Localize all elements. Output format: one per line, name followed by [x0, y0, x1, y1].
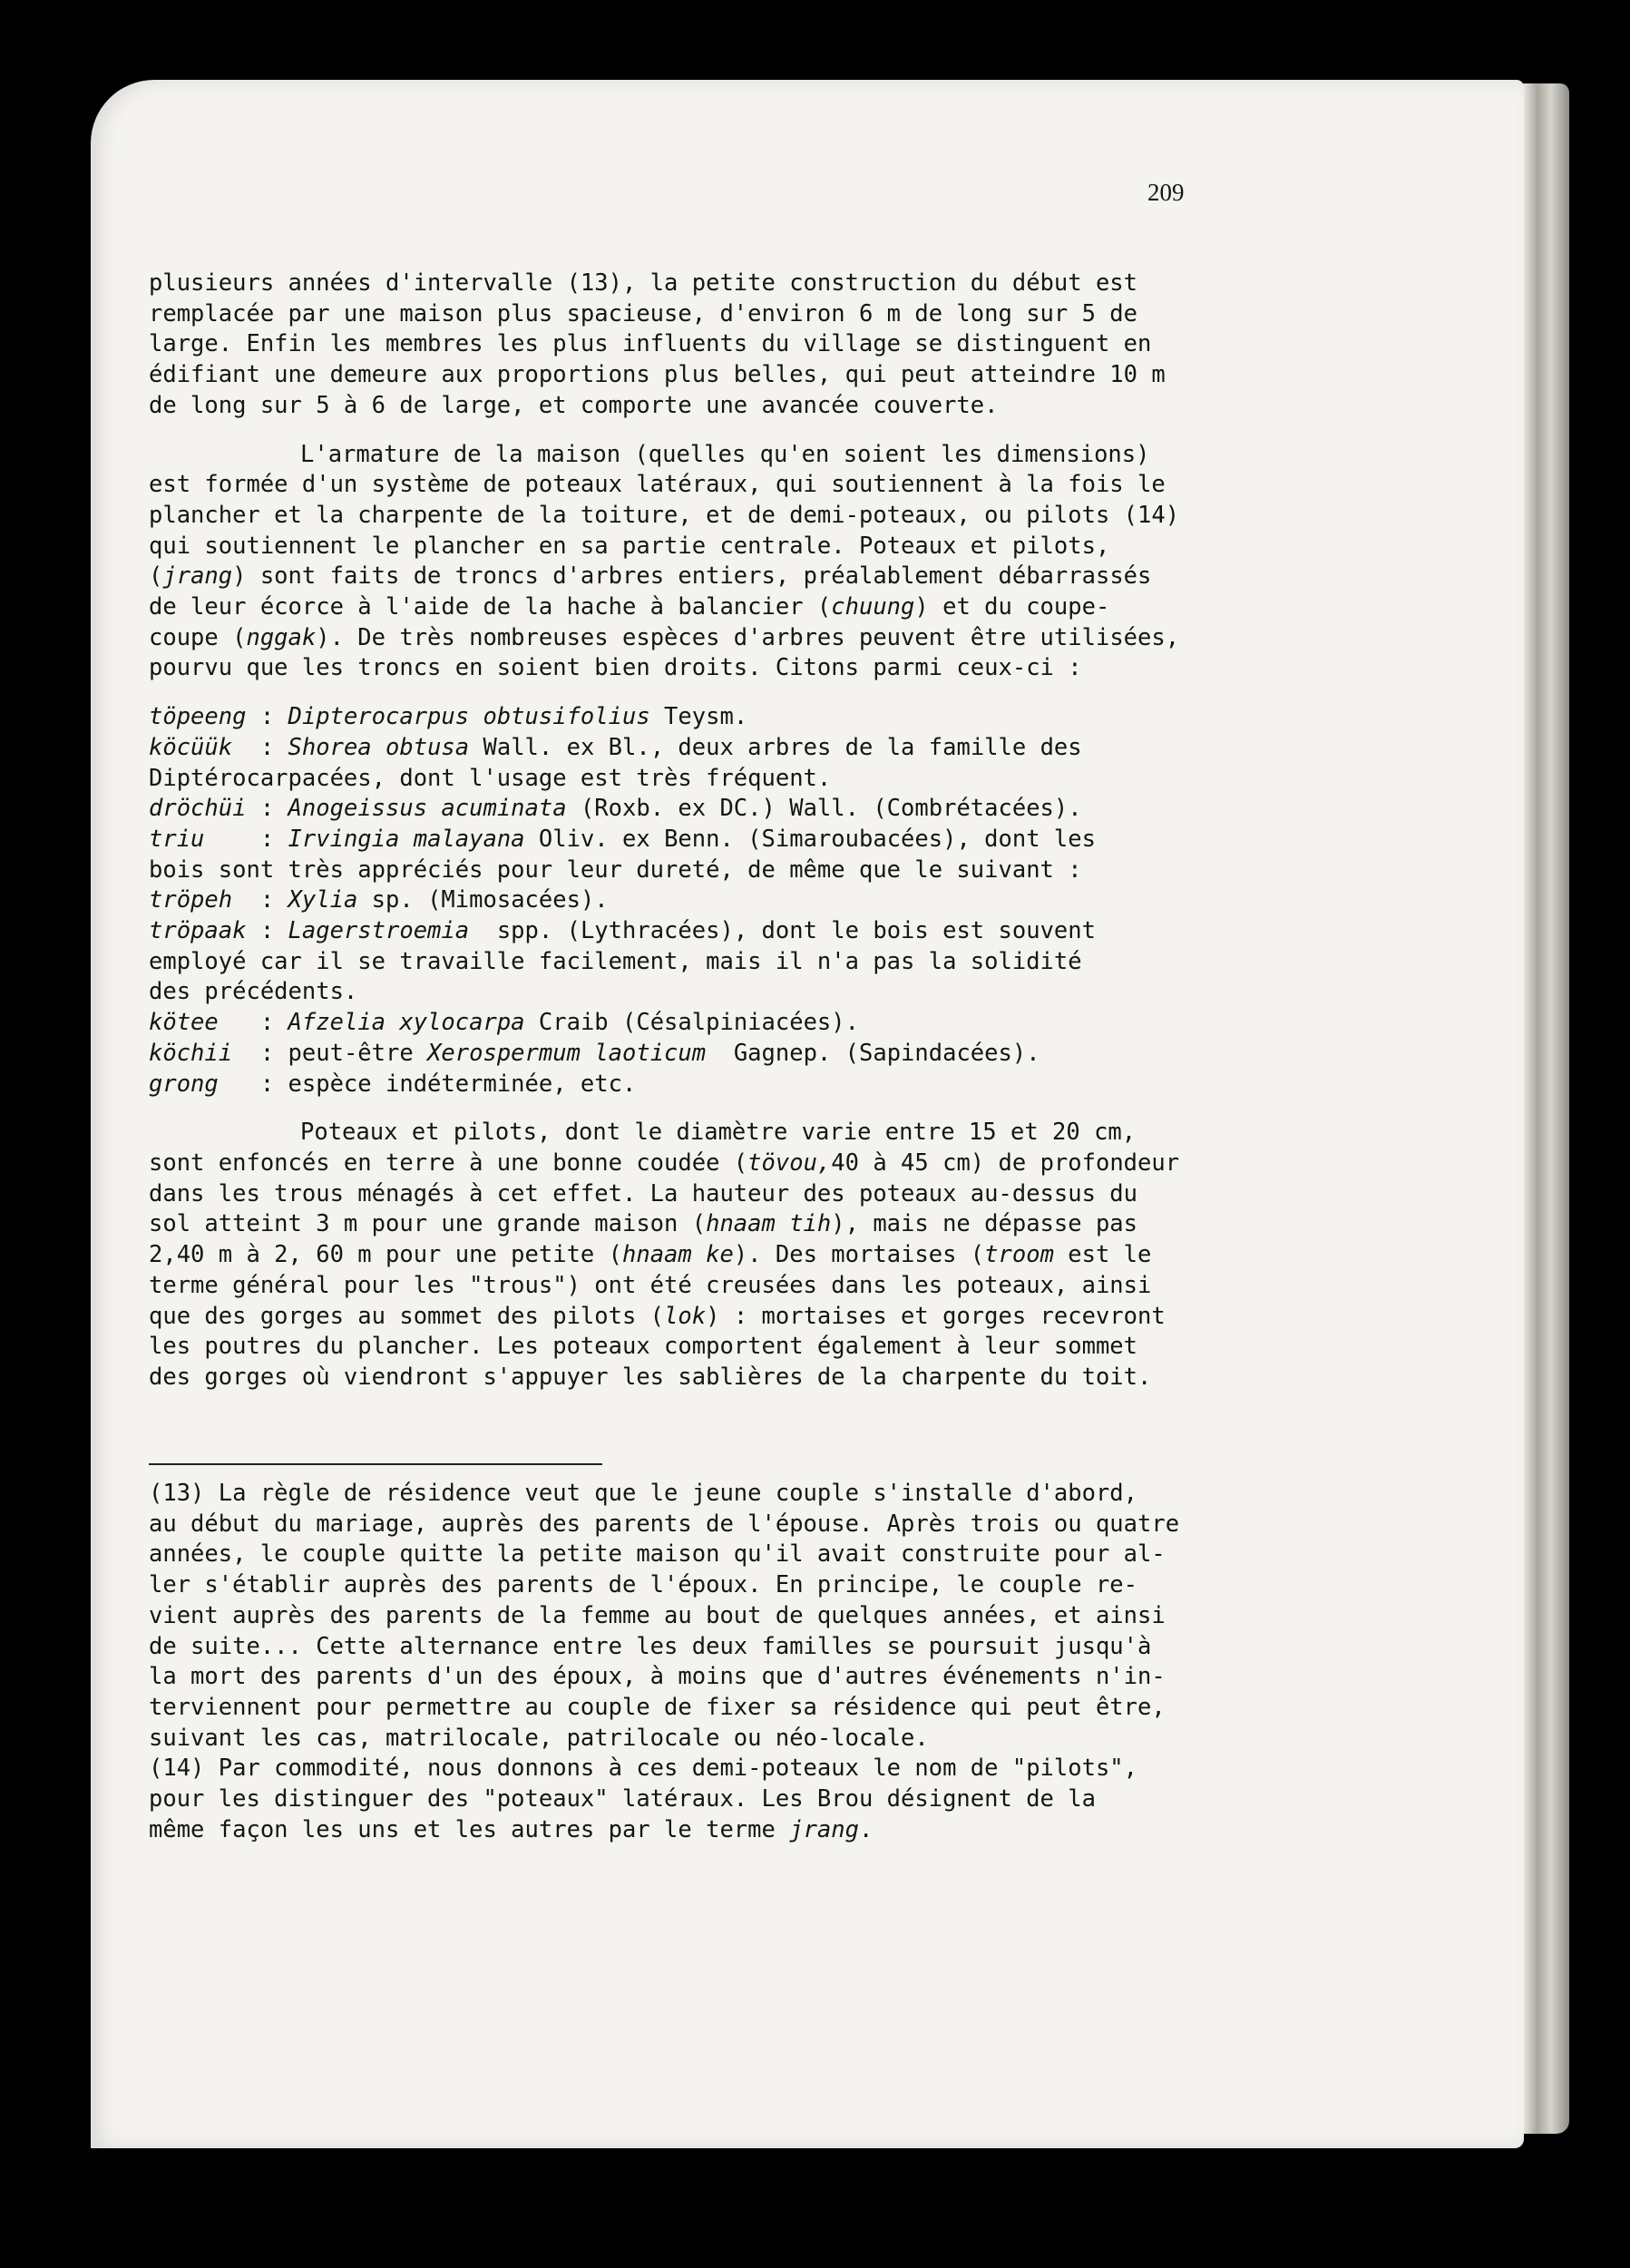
species-latin-name: Xylia — [288, 886, 358, 914]
species-entry: tröpaak : Lagerstroemia spp. (Lythracées), dont le bois est souvent employé car il se travaille facilement, mais il n'a pas la solidité des précédents. — [149, 916, 1319, 1008]
footnote-13: (13) La règle de résidence veut que le jeune couple s'installe d'abord, au début du mariage, auprès des parents de l'épouse. Après trois ou quatre années, le couple quitte la petite maison qu'il avait construite pour al- ler s'établir auprès des parents de l'époux. En principe, le couple re- vient auprès des parents de la femme au bout de quelques années, et ainsi de suite... Cette alternance entre les deux familles se poursuit jusqu'à la mort des parents d'un des époux, à moins que d'autres événements n'in- terviennent pour permettre au couple de fixer sa résidence qui peut être, suivant les cas, matrilocale, patrilocale ou néo-locale. — [149, 1480, 1180, 1752]
term-troom: troom — [984, 1241, 1054, 1269]
species-latin-name: Lagerstroemia — [288, 917, 470, 945]
page-number: 209 — [1147, 179, 1185, 206]
body-text — [149, 269, 1319, 1393]
species-term: kötee — [149, 1009, 219, 1037]
footnote-14: (14) Par commodité, nous donnons à ces demi-poteaux le nom de "pilots", pour les distinguer des "poteaux" latéraux. Les Brou désignent de la même façon les uns et les autres par le terme jrang. — [149, 1755, 1138, 1843]
paragraph-1: plusieurs années d'intervalle (13), la petite construction du début est remplacée par une maison plus spacieuse, d'environ 6 m de long sur 5 de large. Enfin les membres les plus influents du village se distinguent en édifiant une demeure aux proportions plus belles, qui peut atteindre 10 m de long sur 5 à 6 de large, et comporte une avancée couverte. — [149, 269, 1166, 419]
species-entry: grong : espèce indéterminée, etc. — [149, 1070, 637, 1098]
species-term: grong — [149, 1070, 219, 1098]
paragraph-3: Poteaux et pilots, dont le diamètre varie entre 15 et 20 cm, sont enfoncés en terre à une bonne coudée (tövou,40 à 45 cm) de profondeur dans les trous ménagés à cet effet. La hauteur des poteaux au-dessus du sol atteint 3 m pour une grande maison (hnaam tih), mais ne dépasse pas 2,40 m à 2, 60 m pour une petite (hnaam ke). Des mortaises (troom est le terme général pour les "trous") ont été creusées dans les poteaux, ainsi que des gorges au sommet des pilots (lok) : mortaises et gorges recevront les poutres du plancher. Les poteaux comportent également à leur sommet des gorges où viendront s'appuyer les sablières de la charpente du toit. — [149, 1119, 1180, 1391]
term-jrang: jrang — [162, 562, 233, 591]
species-entry: töpeeng : Dipterocarpus obtusifolius Teysm. — [149, 703, 748, 731]
term-chuung: chuung — [831, 593, 915, 621]
species-term: tröpaak — [149, 917, 247, 945]
species-latin-name: Irvingia malayana — [288, 825, 525, 853]
species-entry: tröpeh : Xylia sp. (Mimosacées). — [149, 886, 609, 914]
footnote-divider — [149, 1463, 602, 1465]
species-latin-name: Dipterocarpus obtusifolius — [288, 703, 650, 731]
term-tovou: tövou, — [747, 1149, 832, 1177]
species-latin-name: Anogeissus acuminata — [288, 795, 567, 823]
species-entry: triu : Irvingia malayana Oliv. ex Benn. (Simaroubacées), dont les bois sont très appréciés pour leur dureté, de même que le suivant : — [149, 825, 1319, 885]
term-lok: lok — [664, 1302, 707, 1330]
term-hnaam-ke: hnaam ke — [621, 1241, 734, 1269]
species-continuation: Diptérocarpacées, dont l'usage est très fréquent. — [149, 764, 832, 792]
species-term: köchii — [149, 1039, 233, 1067]
species-term: tröpeh — [149, 886, 233, 914]
term-nggak: nggak — [246, 623, 317, 651]
species-term: köcüük — [149, 733, 233, 761]
species-continuation: employé car il se travaille facilement, mais il n'a pas la solidité — [149, 947, 1082, 975]
term-jrang-note: jrang — [789, 1815, 859, 1843]
species-term: dröchüi — [149, 795, 247, 823]
species-continuation: des précédents. — [149, 978, 358, 1006]
species-term: triu — [149, 825, 205, 853]
footnotes — [149, 1479, 1328, 1845]
species-list — [149, 702, 1319, 1100]
paragraph-2: L'armature de la maison (quelles qu'en soient les dimensions) est formée d'un système de poteaux latéraux, qui soutiennent à la fois le plancher et la charpente de la toiture, et de demi-poteaux, ou pilots (14) qui soutiennent le plancher en sa partie centrale. Poteaux et pilots, (jrang) sont faits de troncs d'arbres entiers, préalablement débarrassés de leur écorce à l'aide de la hache à balancier (chuung) et du coupe- coupe (nggak). De très nombreuses espèces d'arbres peuvent être utilisées, pourvu que les troncs en soient bien droits. Citons parmi ceux-ci : — [149, 440, 1180, 682]
species-latin-name: Xerospermum laoticum — [427, 1039, 707, 1067]
species-entry: dröchüi : Anogeissus acuminata (Roxb. ex DC.) Wall. (Combrétacées). — [149, 795, 1082, 823]
term-hnaam-tih: hnaam tih — [706, 1210, 832, 1238]
species-latin-name: Shorea obtusa — [288, 733, 470, 761]
species-entry: kötee : Afzelia xylocarpa Craib (Césalpiniacées). — [149, 1009, 859, 1037]
species-entry: köchii : peut-être Xerospermum laoticum Gagnep. (Sapindacées). — [149, 1039, 1040, 1067]
species-continuation: bois sont très appréciés pour leur dureté, de même que le suivant : — [149, 855, 1082, 884]
species-entry: köcüük : Shorea obtusa Wall. ex Bl., deux arbres de la famille des Diptérocarpacées, dont l'usage est très fréquent. — [149, 733, 1319, 794]
species-latin-name: Afzelia xylocarpa — [288, 1009, 525, 1037]
species-term: töpeeng — [149, 703, 247, 731]
